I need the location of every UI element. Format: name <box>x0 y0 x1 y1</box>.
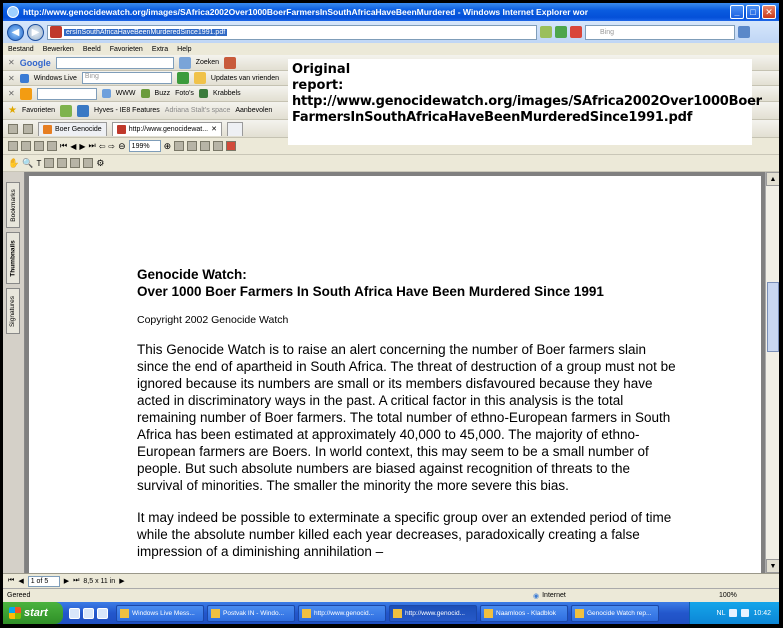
google-logo: Google <box>19 57 51 68</box>
clock: 10:42 <box>753 609 771 617</box>
previous-view-icon[interactable]: ⇦ <box>98 141 106 151</box>
options-icon[interactable]: ⚙ <box>96 157 105 168</box>
zoom-out-icon[interactable]: ⊖ <box>118 140 126 151</box>
menu-beeld[interactable]: Beeld <box>82 45 101 53</box>
address-bar[interactable] <box>47 25 537 40</box>
navigation-panel <box>3 172 25 573</box>
add-favorite-icon[interactable] <box>60 105 72 117</box>
comment-icon[interactable] <box>57 158 67 168</box>
scroll-down-icon[interactable]: ▼ <box>766 559 779 573</box>
window-title: http://www.genocidewatch.org/images/SAfrica2002Over1000BoerFarmersInSouthAfricaHaveBeenMurdered - Windows Internet Explorer wor <box>23 7 589 17</box>
stop-icon[interactable] <box>570 26 582 38</box>
select-text-icon[interactable]: T <box>36 158 42 168</box>
annotation-label: Original <box>292 62 351 77</box>
windows-logo-icon <box>9 607 21 619</box>
updates-link[interactable]: Updates van vrienden <box>210 74 279 82</box>
live-search-go-icon[interactable] <box>177 72 189 84</box>
app-icon <box>302 609 311 618</box>
tab-boer-genocide[interactable] <box>38 122 107 136</box>
fav-hyves[interactable]: Hyves - IE8 Features <box>94 107 160 114</box>
tray-icon[interactable] <box>741 609 749 617</box>
menu-bewerken[interactable]: Bewerken <box>42 45 74 53</box>
windows-live-icon <box>20 74 29 83</box>
fit-page-icon[interactable] <box>187 141 197 151</box>
close-toolbar-icon[interactable]: ✕ <box>8 73 15 83</box>
language-indicator[interactable]: NL <box>716 609 726 617</box>
vertical-scrollbar[interactable] <box>765 172 779 573</box>
menu-bestand[interactable]: Bestand <box>8 45 34 53</box>
first-page-icon[interactable]: ⏮ <box>60 141 68 150</box>
last-page-icon[interactable]: ⏭ <box>73 577 80 584</box>
menu-bar <box>3 43 779 55</box>
ie-logo-icon <box>7 6 19 18</box>
highlight-icon[interactable] <box>70 158 80 168</box>
tab-close-icon[interactable]: ✕ <box>211 126 217 133</box>
tray-icon[interactable] <box>729 609 737 617</box>
task-button[interactable]: http://www.genocid... <box>298 605 386 622</box>
toolbar-fotos[interactable]: Foto's <box>175 90 194 97</box>
task-buttons <box>116 605 659 622</box>
pdf-status-bar <box>3 573 779 588</box>
window-controls <box>730 5 776 19</box>
page-size: 8,5 x 11 in <box>83 577 116 585</box>
address-row <box>3 21 779 43</box>
ie-zoom-level[interactable]: 100% <box>719 592 737 599</box>
title-bar <box>3 3 779 21</box>
compat-icon[interactable] <box>540 26 552 38</box>
tab-favicon <box>43 125 52 134</box>
paragraph-1: This Genocide Watch is to raise an alert concerning the number of Boer farmers slain since the end of apartheid in South Africa. The threat of destruction of a group must not be ignored because its numbers are small or its members disfavoured because they have acted in discriminatory ways in the past. A critical factor in this analysis is the total remaining number of Boer farmers. The total number of ethno-European farmers in South Africa has been estimated at approximately 40,000 to 45,000. The majority of ethno-European farmers are Boers. In world context, this may seem to be a small number of people. But such absolute numbers are biased against recognition of threats to the survival of minorities. The smaller the minority the more severe this bias. <box>137 342 676 493</box>
live-search-input[interactable]: Bing <box>82 72 172 84</box>
annotation-url: http://www.genocidewatch.org/images/SAfrica2002Over1000Boer <box>292 94 762 109</box>
ie-status-bar <box>3 588 779 602</box>
google-search-input[interactable] <box>56 57 174 69</box>
paragraph-2: It may indeed be possible to exterminate a specific group over an extended period of time while the absolute number killed each year decreases, paradoxically creating a false impression of a diminishing annihilation – <box>137 510 672 559</box>
krabbels-icon <box>199 89 208 98</box>
copyright-line: Copyright 2002 Genocide Watch <box>137 314 289 326</box>
quick-launch-media-icon[interactable] <box>97 608 108 619</box>
zoom-in-icon[interactable]: ⊕ <box>163 140 172 151</box>
tab-label: http://www.genocidewat... <box>128 125 209 133</box>
tab-favicon <box>117 125 126 134</box>
app-icon <box>484 609 493 618</box>
close-button[interactable]: ✕ <box>762 5 776 19</box>
save-icon[interactable] <box>8 141 18 151</box>
close-toolbar-icon[interactable]: ✕ <box>8 58 15 67</box>
fav-adriana[interactable]: Adriana Stalt's space <box>164 107 231 114</box>
messenger-icon[interactable] <box>194 72 206 84</box>
document-viewport <box>25 172 765 573</box>
toolbar-www[interactable]: WWW <box>115 90 136 97</box>
zoom-tool-icon[interactable]: 🔍 <box>22 157 34 168</box>
minimize-button[interactable]: _ <box>730 5 744 19</box>
menu-extra[interactable]: Extra <box>151 45 169 53</box>
tab-label: Boer Genocide <box>55 125 102 133</box>
start-label: start <box>24 607 48 619</box>
windows-live-label[interactable]: Windows Live <box>33 74 77 82</box>
close-toolbar-icon[interactable]: ✕ <box>8 89 15 98</box>
fav-aanbevolen[interactable]: Aanbevolen <box>235 107 273 114</box>
app-icon <box>211 609 220 618</box>
document-content <box>137 266 677 560</box>
pdf-page <box>29 176 761 573</box>
quick-launch-desktop-icon[interactable] <box>83 608 94 619</box>
status-text: Gereed <box>7 592 31 599</box>
feeds-icon[interactable] <box>77 105 89 117</box>
forward-button[interactable]: ▶ <box>27 24 44 41</box>
toolbar-logo-icon <box>20 88 32 100</box>
previous-page-icon[interactable]: ◀ <box>70 141 77 151</box>
scroll-right-icon[interactable]: ▶ <box>119 578 125 585</box>
annotation-url: FarmersInSouthAfricaHaveBeenMurderedSince1991.pdf <box>292 110 693 125</box>
search-icon[interactable] <box>738 26 750 38</box>
source-annotation <box>288 59 762 145</box>
quick-launch-ie-icon[interactable] <box>69 608 80 619</box>
document-heading-line1: Genocide Watch: <box>137 267 247 282</box>
toolbar-buzz[interactable]: Buzz <box>154 90 171 97</box>
taskbar <box>3 602 779 624</box>
first-page-icon[interactable]: ⏮ <box>8 577 15 584</box>
app-icon <box>120 609 129 618</box>
quick-tabs-icon[interactable] <box>8 124 18 134</box>
adobe-icon[interactable] <box>226 141 236 151</box>
last-page-icon[interactable]: ⏭ <box>88 141 96 150</box>
draw-icon[interactable] <box>83 158 93 168</box>
task-button[interactable]: Naamloos - Kladblok <box>480 605 568 622</box>
favorites-star-icon[interactable]: ★ <box>8 105 17 116</box>
new-tab-button[interactable] <box>227 122 243 136</box>
previous-page-icon[interactable]: ◀ <box>18 578 24 585</box>
actual-size-icon[interactable] <box>174 141 184 151</box>
zoom-field[interactable]: 199% <box>129 140 161 152</box>
print-icon[interactable] <box>21 141 31 151</box>
favorites-button[interactable]: Favorieten <box>21 107 56 114</box>
ie-window <box>3 3 779 624</box>
zone-label: Internet <box>542 592 566 599</box>
pdf-tools-toolbar <box>3 155 779 172</box>
app-icon <box>575 609 584 618</box>
refresh-icon[interactable] <box>555 26 567 38</box>
globe-icon <box>102 89 111 98</box>
popup-blocker-icon[interactable] <box>224 57 236 69</box>
next-view-icon[interactable]: ⇨ <box>108 141 116 151</box>
scroll-up-icon[interactable]: ▲ <box>766 172 779 186</box>
app-icon <box>393 609 402 618</box>
quick-launch <box>69 608 108 619</box>
rotate-icon[interactable] <box>213 141 223 151</box>
maximize-button[interactable]: □ <box>746 5 760 19</box>
signatures-tab[interactable]: Signatures <box>6 288 20 334</box>
task-button[interactable]: http://www.genocid... <box>389 605 477 622</box>
snapshot-icon[interactable] <box>44 158 54 168</box>
hand-tool-icon[interactable]: ✋ <box>8 157 20 168</box>
tab-list-icon[interactable] <box>23 124 33 134</box>
security-zone[interactable] <box>533 592 566 600</box>
globe-icon: ◉ <box>533 592 540 600</box>
email-icon[interactable] <box>34 141 44 151</box>
next-page-icon[interactable]: ▶ <box>63 578 70 585</box>
fit-width-icon[interactable] <box>200 141 210 151</box>
google-go-icon[interactable] <box>179 57 191 69</box>
bookmarks-tab[interactable]: Bookmarks <box>6 182 20 228</box>
pdf-page-icon <box>50 26 62 38</box>
thumbnails-tab[interactable]: Thumbnails <box>6 232 20 284</box>
google-search-button[interactable]: Zoeken <box>195 59 220 66</box>
start-button[interactable] <box>3 602 63 624</box>
system-tray <box>689 602 779 624</box>
buzz-icon <box>141 89 150 98</box>
task-button[interactable]: Postvak IN - Windo... <box>207 605 295 622</box>
task-button[interactable]: Genocide Watch rep... <box>571 605 659 622</box>
search-input[interactable]: Bing <box>585 25 735 40</box>
task-button[interactable]: Windows Live Mess... <box>116 605 204 622</box>
scroll-thumb[interactable] <box>767 282 779 352</box>
next-page-icon[interactable]: ▶ <box>79 141 86 151</box>
hyves-search-input[interactable] <box>37 88 97 100</box>
back-button[interactable]: ◀ <box>7 24 24 41</box>
address-text: ersInSouthAfricaHaveBeenMurderedSince1991.pdf <box>66 28 226 36</box>
menu-help[interactable]: Help <box>177 45 192 53</box>
find-icon[interactable] <box>47 141 57 151</box>
toolbar-krabbels[interactable]: Krabbels <box>212 90 241 97</box>
page-indicator[interactable]: 1 of 5 <box>28 576 60 587</box>
menu-favorieten[interactable]: Favorieten <box>109 45 143 53</box>
annotation-label: report: <box>292 78 344 93</box>
tab-genocidewatch[interactable] <box>112 122 222 136</box>
document-heading-line2: Over 1000 Boer Farmers In South Africa Have Been Murdered Since 1991 <box>137 284 604 299</box>
